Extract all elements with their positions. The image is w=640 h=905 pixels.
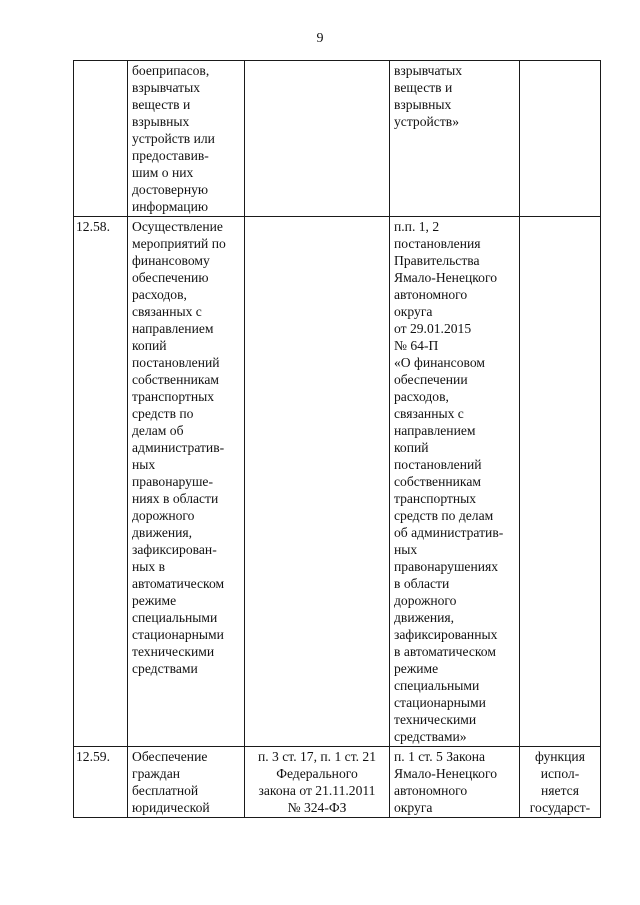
cell-line: движения, (132, 525, 193, 540)
cell-line: ных (132, 457, 156, 472)
cell-line: обеспечении (394, 372, 468, 387)
cell-line: административ- (132, 440, 225, 455)
cell-line: взрывчатых (394, 63, 463, 78)
cell-line: направлением (132, 321, 214, 336)
cell-line: собственникам (132, 372, 219, 387)
federal-law-cell (245, 61, 390, 217)
cell-line: № 64-П (394, 338, 439, 353)
cell-line: постановлений (394, 457, 482, 472)
cell-line: Ямало-Ненецкого (394, 270, 498, 285)
cell-line: взрывных (132, 114, 190, 129)
cell-line: правонаруше- (132, 474, 213, 489)
cell-line: мероприятий по (132, 236, 226, 251)
cell-line: автономного (394, 287, 468, 302)
cell-line: шим о них (132, 165, 194, 180)
cell-line: ных (394, 542, 418, 557)
cell-line: закона от 21.11.2011 (258, 783, 376, 798)
cell-line: стационарными (394, 695, 486, 710)
regional-act-cell (390, 217, 520, 747)
cell-line: транспортных (394, 491, 477, 506)
cell-line: правонарушениях (394, 559, 499, 574)
cell-line: боеприпасов, (132, 63, 210, 78)
cell-line: зафиксирован- (132, 542, 217, 557)
cell-line: автоматическом (132, 576, 225, 591)
cell-line: округа (394, 304, 433, 319)
cell-line: информацию (132, 199, 208, 214)
function-name-cell (128, 747, 245, 818)
cell-line: транспортных (132, 389, 215, 404)
cell-line: режиме (132, 593, 177, 608)
federal-law-cell (245, 217, 390, 747)
cell-line: в автоматическом (394, 644, 496, 659)
cell-line: техническими (132, 644, 215, 659)
cell-line: финансовому (132, 253, 210, 268)
cell-line: средствами» (394, 729, 467, 744)
cell-line: дорожного (132, 508, 195, 523)
cell-line: об административ- (394, 525, 504, 540)
cell-line: веществ и (394, 80, 453, 95)
cell-line: взрывчатых (132, 80, 201, 95)
cell-line: Федерального (276, 766, 358, 781)
cell-line: граждан (132, 766, 181, 781)
cell-line: п. 1 ст. 5 Закона (394, 749, 486, 764)
cell-line: устройств или (132, 131, 215, 146)
table-row (74, 217, 601, 747)
cell-line: связанных с (132, 304, 202, 319)
page-number: 9 (316, 31, 324, 46)
cell-line: юридической (132, 800, 210, 815)
cell-line: Ямало-Ненецкого (394, 766, 498, 781)
cell-line: движения, (394, 610, 455, 625)
cell-line: № 324-ФЗ (287, 800, 347, 815)
cell-line: копий (394, 440, 429, 455)
row-number-cell: 12.59. (74, 747, 128, 818)
note-cell (520, 217, 601, 747)
cell-line: техническими (394, 712, 477, 727)
cell-line: связанных с (394, 406, 464, 421)
cell-line: Обеспечение (132, 749, 208, 764)
cell-line: копий (132, 338, 167, 353)
function-name-cell (128, 217, 245, 747)
cell-line: «О финансовом (394, 355, 485, 370)
cell-line: стационарными (132, 627, 224, 642)
cell-line: веществ и (132, 97, 191, 112)
cell-line: государст- (529, 800, 591, 815)
legal-functions-table (73, 60, 601, 818)
cell-line: Осуществление (132, 219, 223, 234)
cell-line: предоставив- (132, 148, 209, 163)
cell-line: средств по делам (394, 508, 494, 523)
cell-line: няется (541, 783, 579, 798)
cell-line: ниях в области (132, 491, 219, 506)
cell-line: округа (394, 800, 433, 815)
cell-line: испол- (540, 766, 580, 781)
cell-line: специальными (132, 610, 218, 625)
cell-line: п.п. 1, 2 (394, 219, 440, 234)
cell-line: ных в (132, 559, 166, 574)
note-cell (520, 747, 601, 818)
cell-line: режиме (394, 661, 439, 676)
cell-line: обеспечению (132, 270, 209, 285)
table-row (74, 61, 601, 217)
cell-line: постановления (394, 236, 481, 251)
function-name-cell (128, 61, 245, 217)
cell-line: делам об (132, 423, 184, 438)
cell-line: средств по (132, 406, 194, 421)
cell-line: достоверную (132, 182, 209, 197)
cell-line: собственникам (394, 474, 481, 489)
regional-act-cell (390, 747, 520, 818)
cell-line: дорожного (394, 593, 457, 608)
cell-line: зафиксированных (394, 627, 498, 642)
cell-line: устройств» (394, 114, 459, 129)
cell-line: постановлений (132, 355, 220, 370)
row-number-cell: 12.58. (74, 217, 128, 747)
cell-line: бесплатной (132, 783, 199, 798)
row-number-cell (74, 61, 128, 217)
note-cell (520, 61, 601, 217)
cell-line: средствами (132, 661, 198, 676)
table-row (74, 747, 601, 818)
cell-line: функция (535, 749, 585, 764)
cell-line: п. 3 ст. 17, п. 1 ст. 21 (257, 749, 376, 764)
federal-law-cell (245, 747, 390, 818)
regional-act-cell (390, 61, 520, 217)
cell-line: взрывных (394, 97, 452, 112)
cell-line: в области (394, 576, 450, 591)
cell-line: расходов, (394, 389, 449, 404)
cell-line: от 29.01.2015 (394, 321, 472, 336)
cell-line: Правительства (394, 253, 480, 268)
cell-line: автономного (394, 783, 468, 798)
cell-line: специальными (394, 678, 480, 693)
cell-line: направлением (394, 423, 476, 438)
cell-line: расходов, (132, 287, 187, 302)
